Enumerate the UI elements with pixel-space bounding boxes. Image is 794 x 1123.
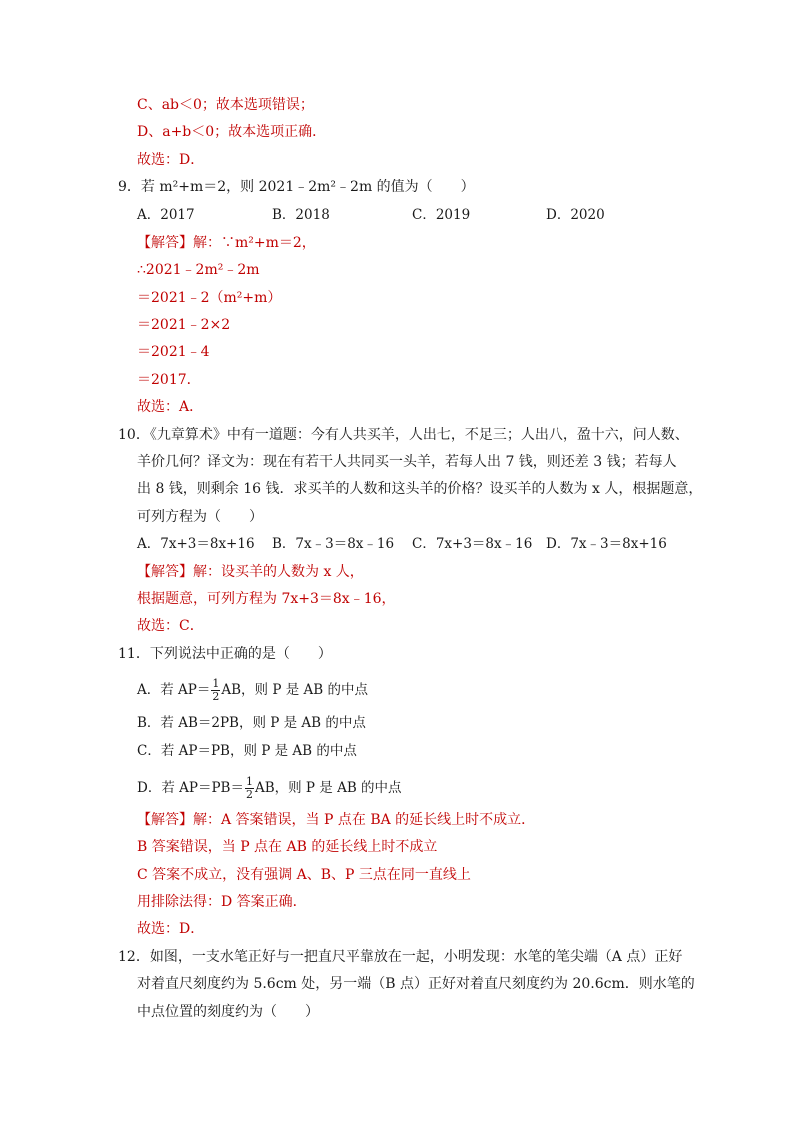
prev-choose: 故选：D． <box>137 152 205 168</box>
fraction-numerator: 1 <box>245 775 253 788</box>
q11-option-d-suffix: AB，则 P 是 AB 的中点 <box>254 780 402 796</box>
q9-answer-line: ＝2021﹣2（m²+m） <box>137 290 282 306</box>
q9-option-a: A．2017 <box>137 207 195 223</box>
fraction-denominator: 2 <box>245 788 253 801</box>
q10-stem-line: 出 8 钱，则剩余 16 钱．求买羊的人数和这头羊的价格？设买羊的人数为 x 人，根据题意， <box>137 481 703 497</box>
q11-option-d-prefix: D．若 AP＝PB＝ <box>137 780 244 796</box>
q11-option-c: C．若 AP＝PB，则 P 是 AB 的中点 <box>137 743 357 759</box>
q11-answer-line: C 答案不成立，没有强调 A、B、P 三点在同一直线上 <box>137 867 471 883</box>
q9-answer-line: ＝2021﹣4 <box>137 344 210 360</box>
q9-choose: 故选：A． <box>137 399 204 415</box>
q11-answer-line: 用排除法得：D 答案正确． <box>137 894 307 910</box>
q10-answer-line: 根据题意，可列方程为 7x+3＝8x﹣16， <box>137 591 396 607</box>
q10-option-b: B．7x﹣3＝8x﹣16 <box>272 536 395 552</box>
q9-answer-line: 【解答】解：∵m²+m＝2， <box>137 235 316 251</box>
q11-option-a <box>137 678 368 703</box>
q11-answer-line: 【解答】解：A 答案错误，当 P 点在 BA 的延长线上时不成立． <box>137 812 536 828</box>
q9-answer-line: ＝2021﹣2×2 <box>137 317 231 333</box>
q11-choose: 故选：D． <box>137 921 205 937</box>
q10-answer-line: 【解答】解：设买羊的人数为 x 人， <box>137 564 364 580</box>
q11-answer-line: B 答案错误，当 P 点在 AB 的延长线上时不成立 <box>137 839 438 855</box>
q9-answer-line: ∴2021﹣2m²﹣2m <box>137 262 260 278</box>
q11-option-a-prefix: A．若 AP＝ <box>137 682 211 698</box>
q10-choose: 故选：C． <box>137 618 204 634</box>
q10-option-c: C．7x+3＝8x﹣16 <box>412 536 533 552</box>
fraction-one-half <box>211 678 220 703</box>
prev-answer-line-c: C、ab＜0；故本选项错误； <box>137 97 314 113</box>
fraction-denominator: 2 <box>212 690 220 703</box>
q12-stem-line: 中点位置的刻度约为（ ） <box>137 1004 319 1020</box>
fraction-one-half <box>245 776 254 801</box>
q9-stem: 9．若 m²+m＝2，则 2021﹣2m²﹣2m 的值为（ ） <box>118 179 475 195</box>
q10-option-a: A．7x+3＝8x+16 <box>137 536 255 552</box>
q11-option-d <box>137 776 402 801</box>
q10-stem-line: 10．《九章算术》中有一道题：今有人共买羊，人出七，不足三；人出八，盈十六，问人数、 <box>118 427 689 443</box>
q10-stem-line: 可列方程为（ ） <box>137 509 263 525</box>
q12-stem-line: 12．如图，一支水笔正好与一把直尺平靠放在一起，小明发现：水笔的笔尖端（A 点）正好 <box>118 949 683 965</box>
q9-option-c: C．2019 <box>412 207 471 223</box>
q9-option-b: B．2018 <box>272 207 330 223</box>
q9-option-d: D．2020 <box>546 207 605 223</box>
q12-stem-line: 对着直尺刻度约为 5.6cm 处，另一端（B 点）正好对着直尺刻度约为 20.6cm．则水笔的 <box>137 976 695 992</box>
fraction-numerator: 1 <box>212 677 220 690</box>
q11-option-a-suffix: AB，则 P 是 AB 的中点 <box>221 682 368 698</box>
q9-answer-line: ＝2017． <box>137 372 201 388</box>
q10-option-d: D．7x﹣3＝8x+16 <box>546 536 667 552</box>
q11-stem: 11．下列说法中正确的是（ ） <box>118 646 332 662</box>
q11-option-b: B．若 AB＝2PB，则 P 是 AB 的中点 <box>137 715 366 731</box>
prev-answer-line-d: D、a+b＜0；故本选项正确． <box>137 124 327 140</box>
q10-stem-line: 羊价几何？译文为：现在有若干人共同买一头羊，若每人出 7 钱，则还差 3 钱；若每人 <box>137 454 677 470</box>
